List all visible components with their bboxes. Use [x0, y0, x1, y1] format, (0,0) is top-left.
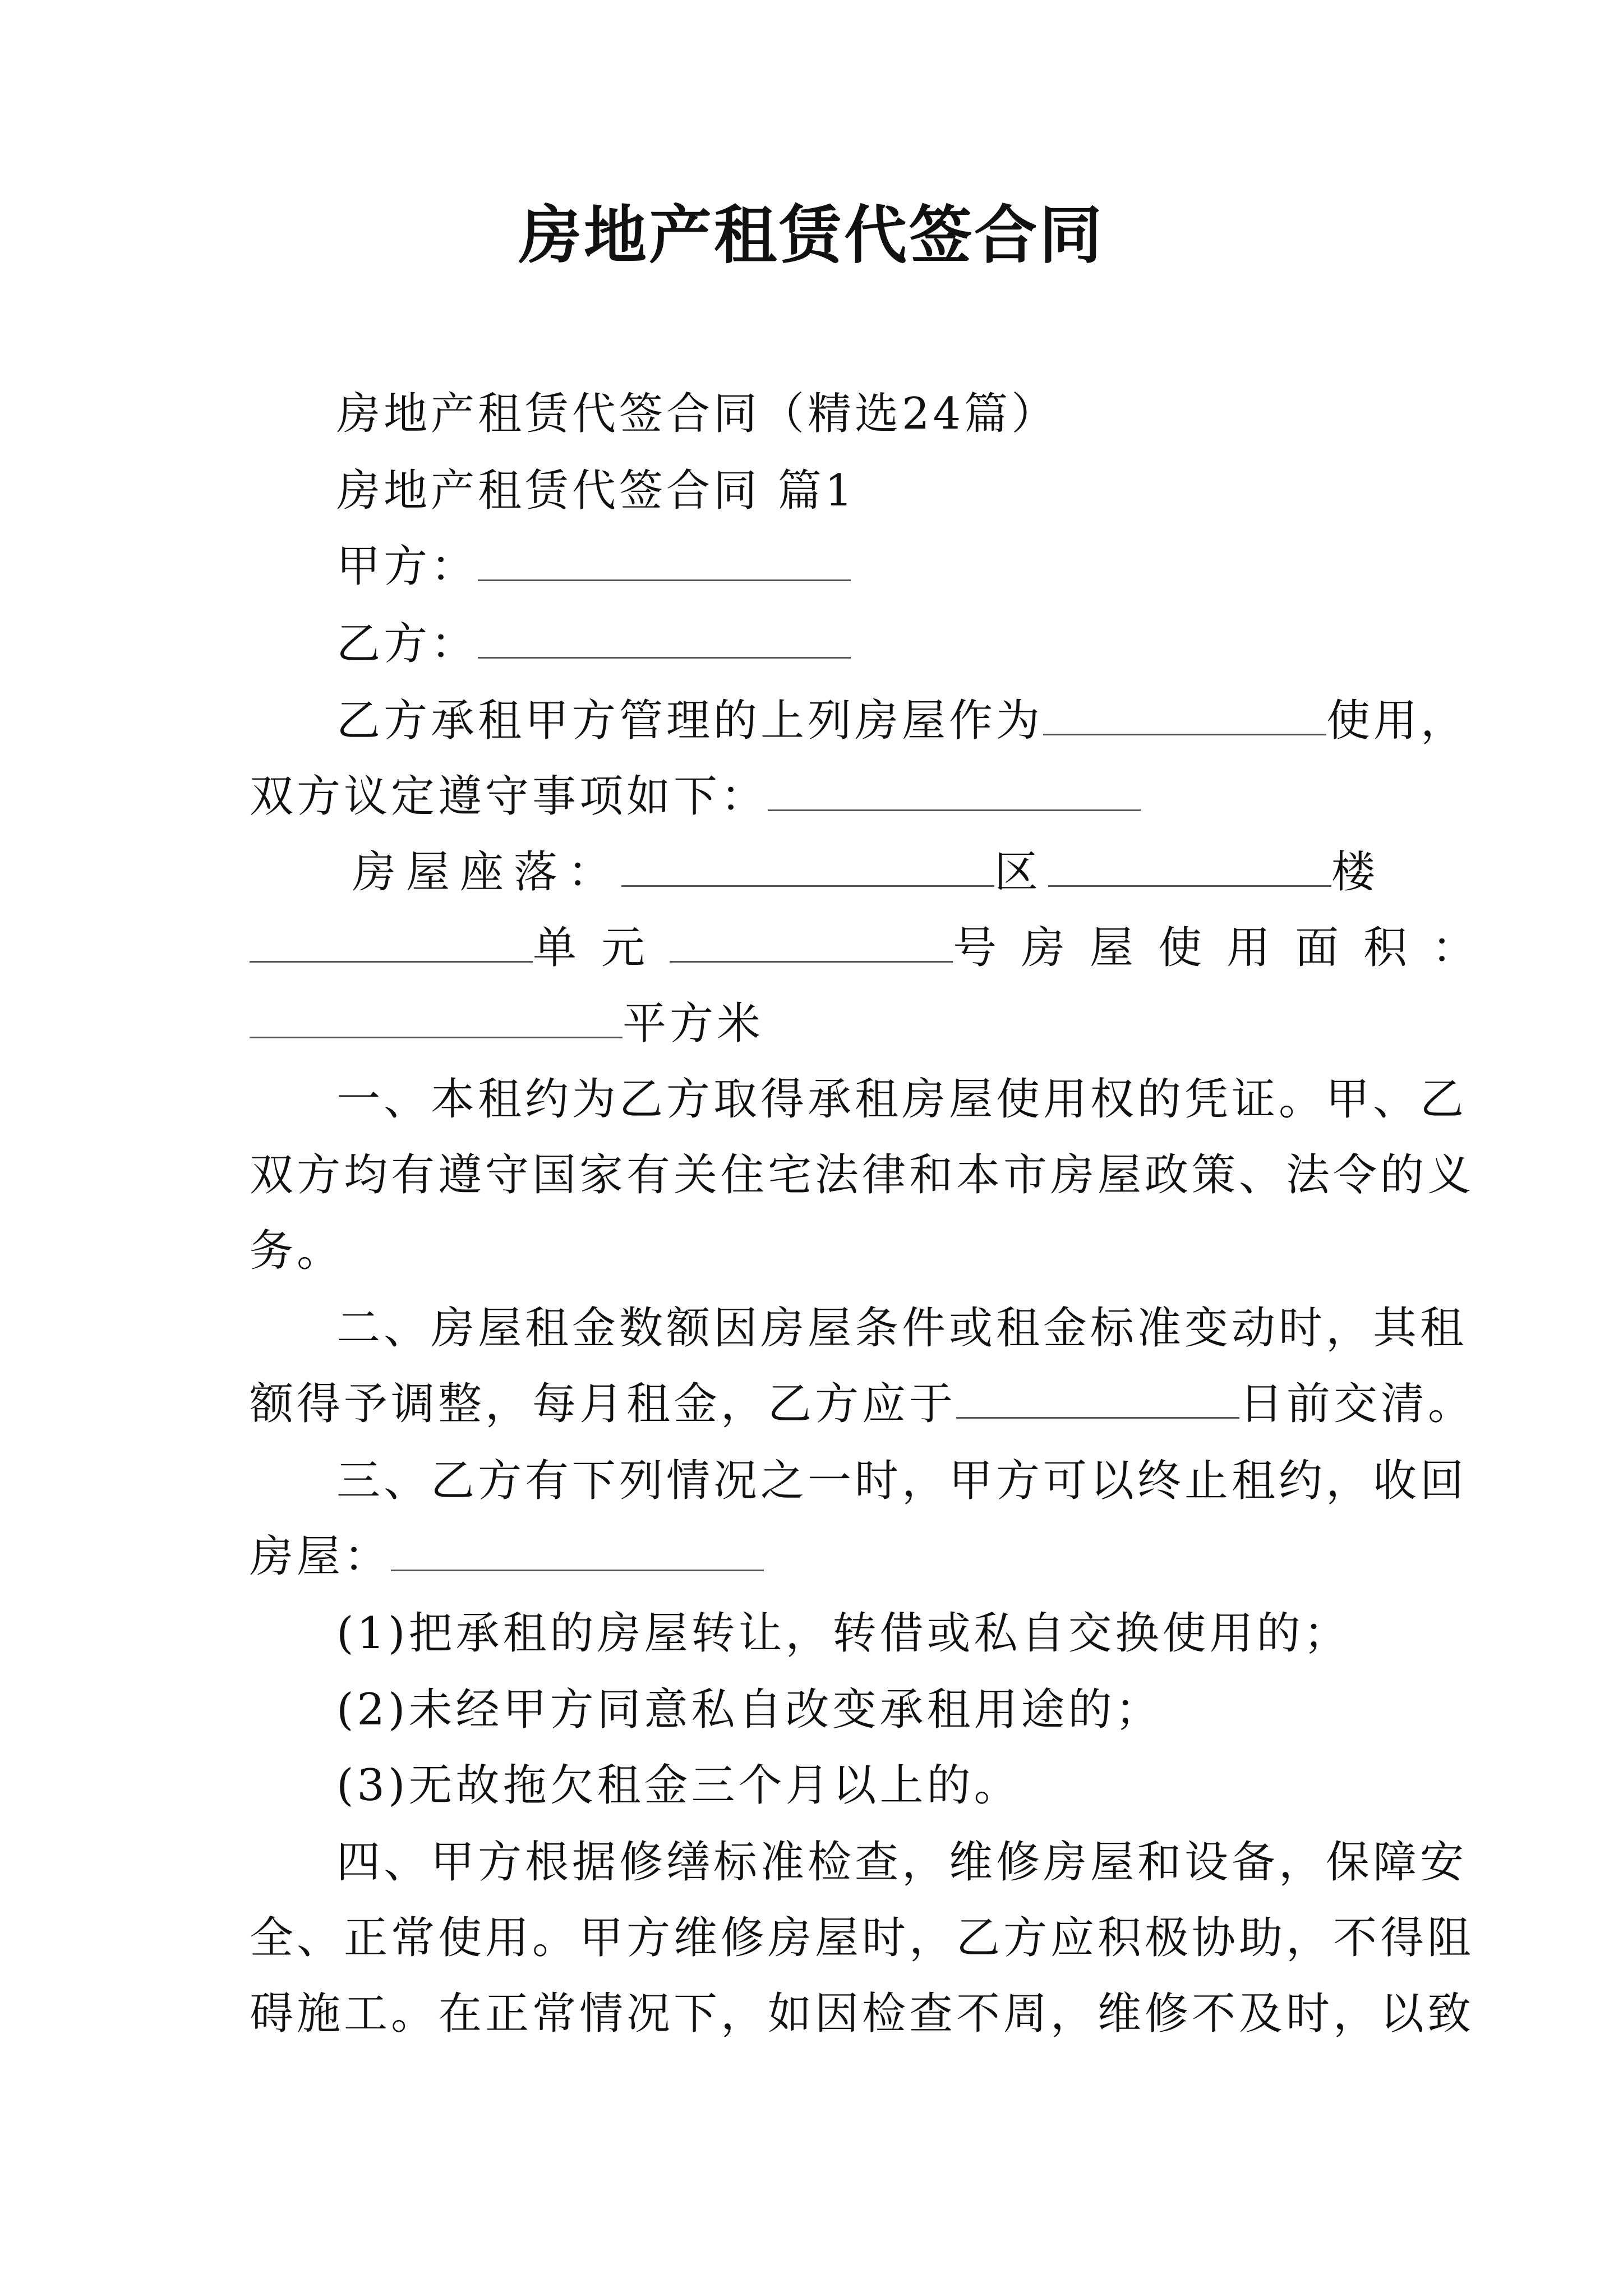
clause2-part-b: 日前交清。 — [1239, 1379, 1476, 1429]
intro-part2: 使用， — [1326, 696, 1468, 746]
building-label: 楼 — [1331, 847, 1386, 898]
clause1-line-2: 双方均有遵守国家有关住宅法律和本市房屋政策、法令的义 — [250, 1150, 1475, 1200]
district-label: 区 — [994, 847, 1049, 898]
unit-label: 单元 — [533, 923, 670, 973]
location-line-2 — [250, 920, 1500, 976]
clause3-line-1: 三、乙方有下列情况之一时，甲方可以终止租约，收回 — [336, 1456, 1468, 1506]
intro-part3: 双方议定遵守事项如下： — [250, 771, 768, 822]
party-b-blank — [478, 618, 851, 659]
building-blank — [250, 922, 533, 963]
clause3-item-1: (1)把承租的房屋转让，转借或私自交换使用的； — [336, 1608, 1351, 1659]
clause4-line-1: 四、甲方根据修缮标准检查，维修房屋和设备，保障安 — [336, 1837, 1468, 1888]
clause3-house-label: 房屋： — [250, 1531, 391, 1582]
location-blank — [621, 846, 994, 887]
intro-blank — [768, 770, 1141, 811]
district-blank — [1048, 846, 1331, 887]
party-a-label: 甲方： — [336, 541, 478, 592]
clause1-line-1: 一、本租约为乙方取得承租房屋使用权的凭证。甲、乙 — [336, 1074, 1468, 1125]
clause2-line-2 — [250, 1376, 1475, 1432]
clause3-item-3: (3)无故拖欠租金三个月以上的。 — [336, 1760, 1021, 1811]
area-blank — [250, 997, 623, 1038]
room-area-label: 号房屋使用面积： — [953, 923, 1501, 973]
clause4-line-2: 全、正常使用。甲方维修房屋时，乙方应积极协助，不得阻 — [250, 1913, 1475, 1963]
location-label: 房屋座落： — [352, 847, 622, 898]
location-line-1 — [352, 844, 1385, 900]
clause2-line-1: 二、房屋租金数额因房屋条件或租金标准变动时，其租 — [336, 1303, 1468, 1354]
document-title: 房地产租赁代签合同 — [519, 199, 1104, 272]
usage-blank — [1043, 694, 1326, 735]
clause1-line-3: 务。 — [250, 1226, 344, 1276]
clause2-part-a: 额得予调整，每月租金，乙方应于 — [250, 1379, 957, 1429]
payday-blank — [956, 1378, 1239, 1419]
party-b-line — [336, 616, 851, 672]
sqm-label: 平方米 — [623, 999, 764, 1049]
clause3-item-2: (2)未经甲方同意私自改变承租用途的； — [336, 1685, 1163, 1735]
section-heading: 房地产租赁代签合同 篇1 — [336, 466, 856, 516]
intro-line-1 — [336, 693, 1468, 749]
party-a-line — [336, 539, 851, 595]
party-a-blank — [478, 540, 851, 581]
unit-blank — [670, 922, 953, 963]
intro-line-2 — [250, 769, 1141, 825]
subtitle: 房地产租赁代签合同（精选24篇） — [336, 389, 1059, 439]
location-line-3 — [250, 996, 764, 1052]
clause4-line-3: 碍施工。在正常情况下，如因检查不周，维修不及时，以致 — [250, 1989, 1475, 2039]
party-b-label: 乙方： — [336, 619, 478, 669]
clause3-blank — [391, 1530, 764, 1571]
clause3-line-2 — [250, 1529, 764, 1585]
intro-part1: 乙方承租甲方管理的上列房屋作为 — [336, 696, 1044, 746]
